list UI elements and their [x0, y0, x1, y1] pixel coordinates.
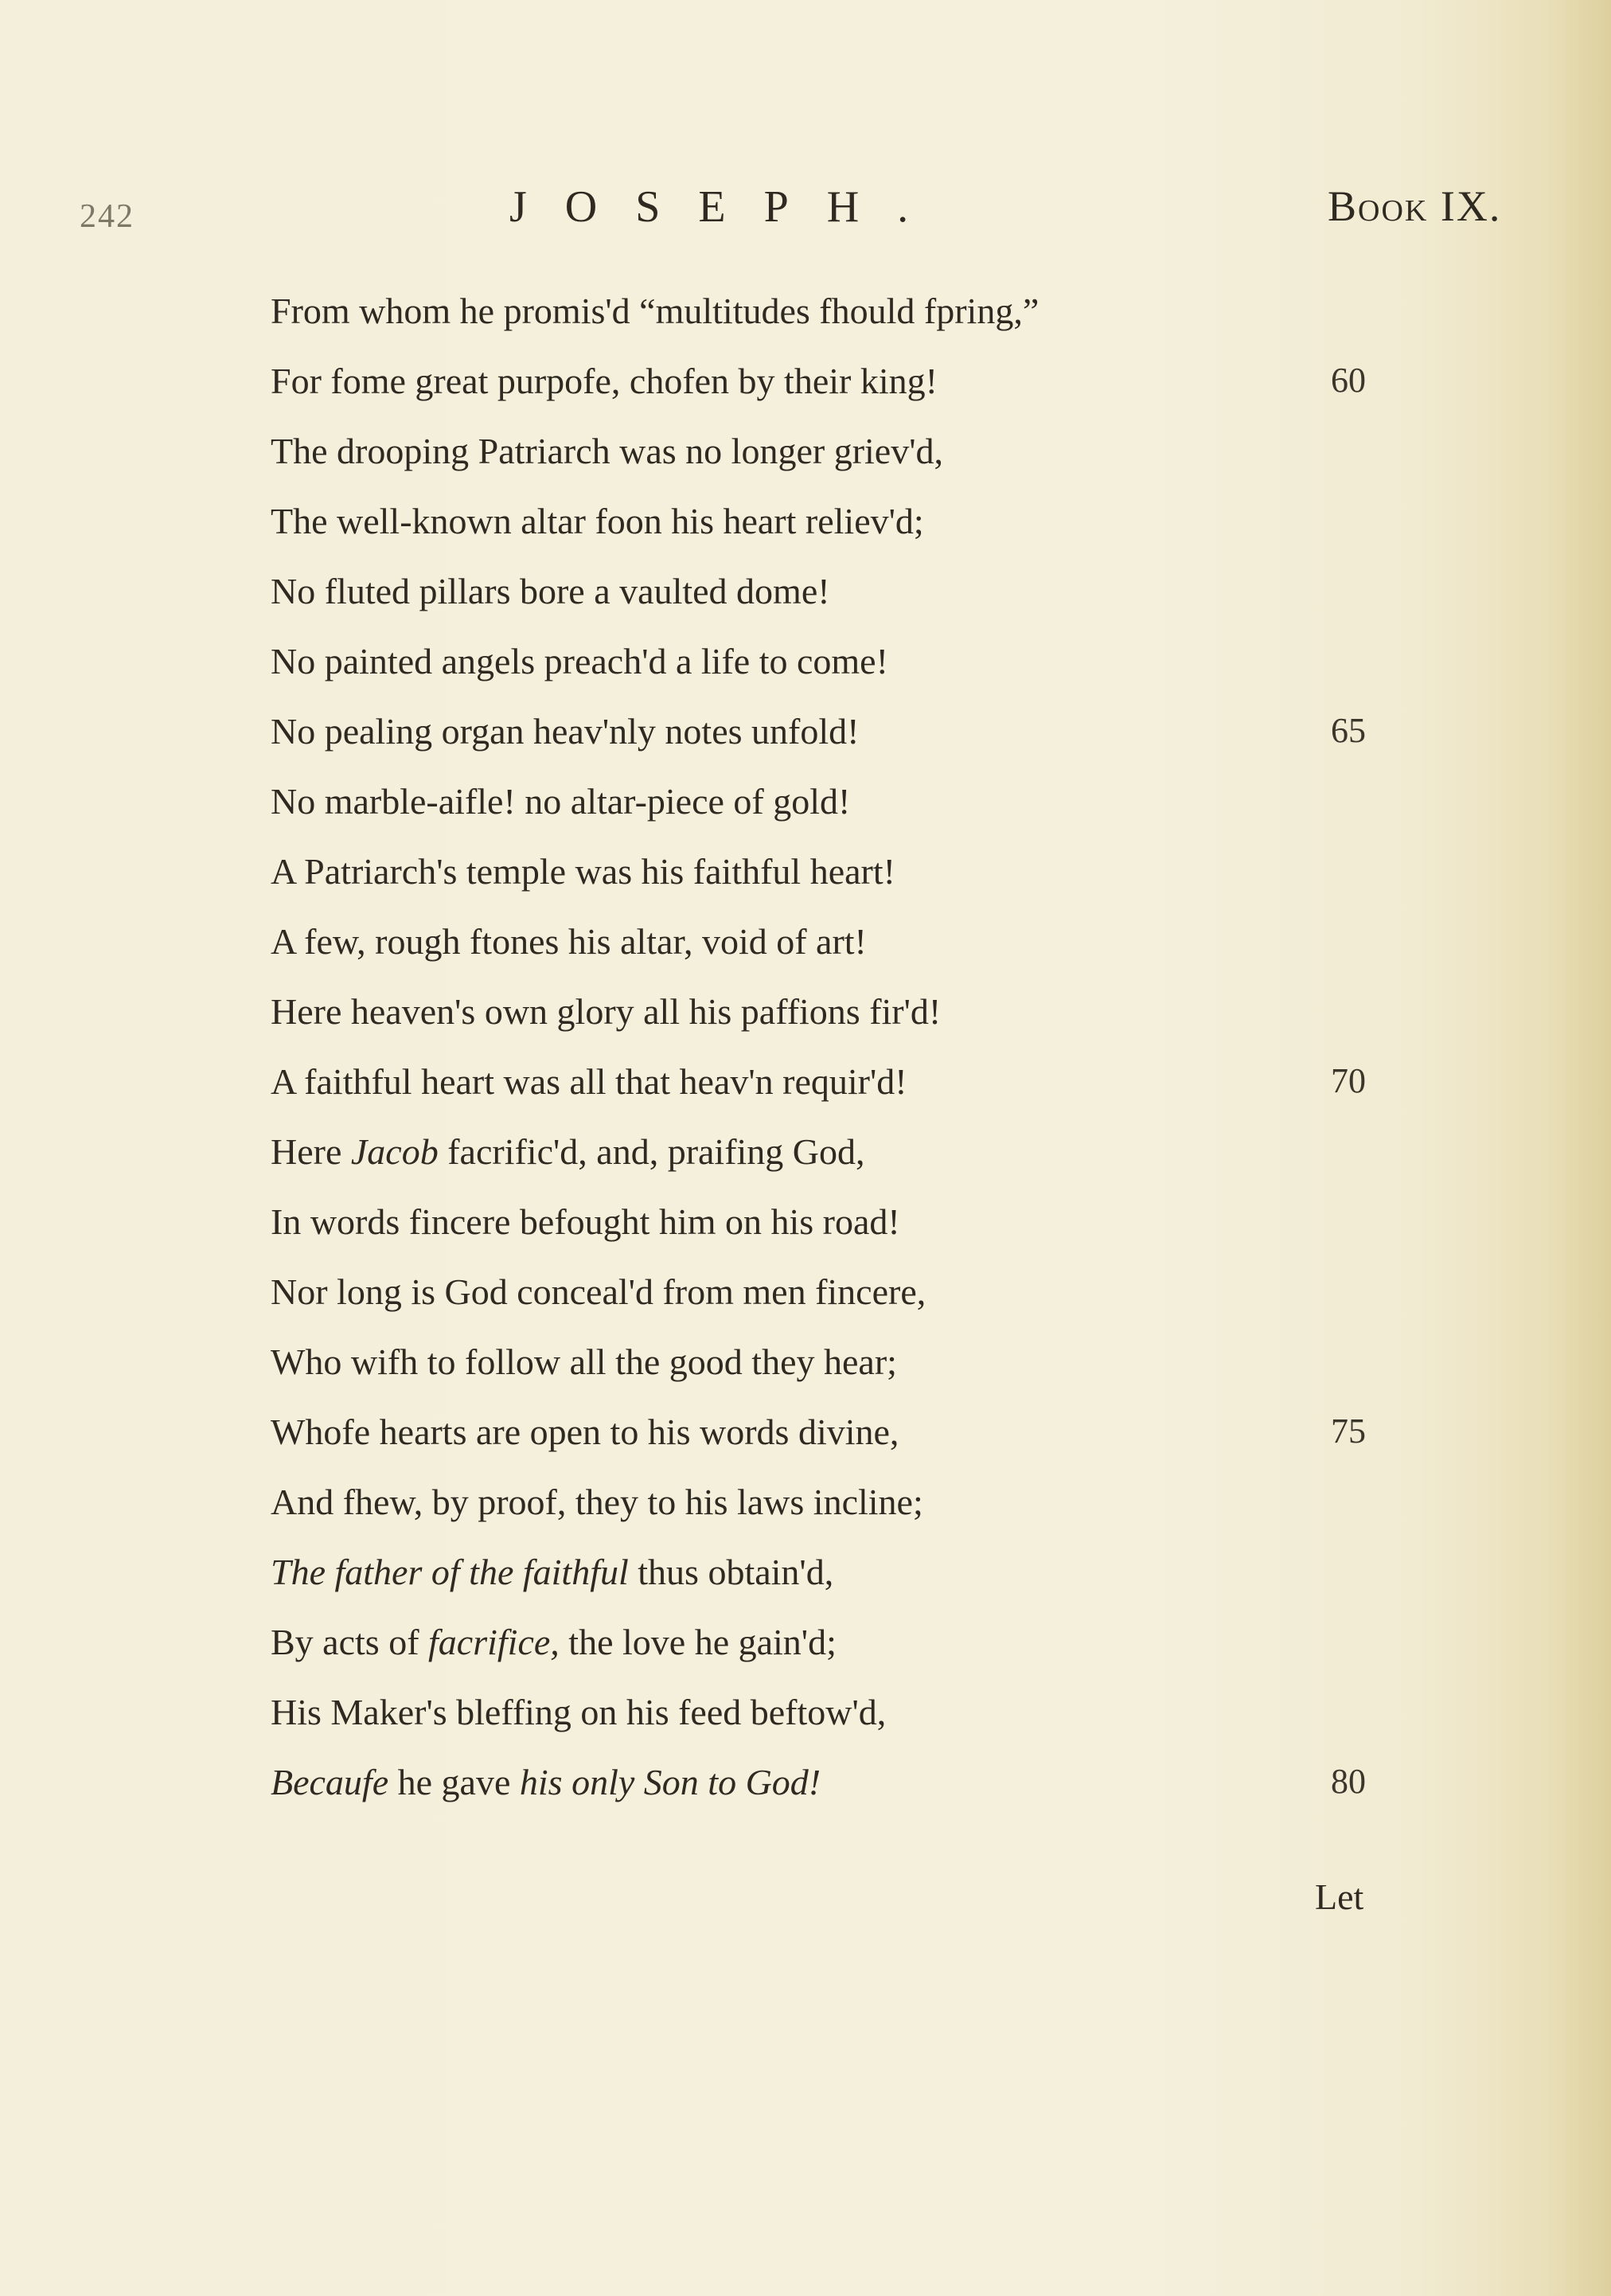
line-number: 75	[1331, 1412, 1366, 1451]
verse-line	[271, 1341, 897, 1382]
verse-text: he gave	[388, 1762, 520, 1802]
verse-line	[271, 713, 859, 750]
verse-text: In words fincere befought him on his road!	[271, 1201, 900, 1242]
verse-line	[271, 1271, 926, 1312]
verse-italic-text: his only Son to God!	[519, 1762, 821, 1802]
book-label: Book IX.	[1328, 182, 1502, 230]
verse-text: For fome great purpofe, chofen by their king!	[271, 361, 938, 401]
verse-line	[271, 363, 938, 400]
verse-text: A few, rough ftones his altar, void of art!	[271, 921, 867, 962]
verse-text: No pealing organ heav'nly notes unfold!	[271, 711, 860, 752]
verse-text: And fhew, by proof, they to his laws incline;	[271, 1482, 923, 1522]
verse-line	[271, 1201, 900, 1242]
verse-text: Here heaven's own glory all his paffions fir'd!	[271, 991, 942, 1032]
verse-text: A Patriarch's temple was his faithful heart!	[271, 851, 895, 892]
verse-line	[271, 783, 850, 820]
verse-line	[271, 1624, 837, 1661]
verse-text: By acts of	[271, 1622, 429, 1662]
verse-text: A faithful heart was all that heav'n requir'd!	[271, 1061, 907, 1102]
verse-line	[271, 433, 943, 470]
verse-line	[271, 923, 867, 960]
verse-line	[271, 1061, 907, 1102]
verse-text: No painted angels preach'd a life to come!	[271, 641, 888, 681]
verse-text: Who wifh to follow all the good they hear;	[271, 1341, 897, 1382]
line-number: 80	[1331, 1762, 1366, 1801]
verse-line	[271, 1131, 865, 1172]
line-number: 60	[1331, 361, 1366, 400]
line-number: 65	[1331, 711, 1366, 750]
verse-text: Here	[271, 1131, 351, 1172]
verse-text: The well-known altar foon his heart reliev'd;	[271, 501, 924, 541]
verse-italic-text: Jacob	[350, 1131, 439, 1172]
verse-line	[271, 293, 1039, 330]
verse-text: No marble-aifle! no altar-piece of gold!	[271, 781, 851, 822]
verse-line	[271, 1694, 886, 1731]
verse-text: From whom he promis'd “multitudes fhould fpring,”	[271, 291, 1040, 331]
verse-line	[271, 1414, 899, 1451]
running-title: JOSEPH.	[509, 182, 947, 232]
verse-line	[271, 853, 895, 890]
verse-line	[271, 991, 942, 1032]
verse-line	[271, 1484, 923, 1521]
verse-text: Whofe hearts are open to his words divine,	[271, 1412, 899, 1452]
verse-italic-text: Becaufe	[271, 1762, 389, 1802]
verse-line	[271, 1554, 833, 1591]
verse-text: His Maker's bleffing on his feed beftow'd,	[271, 1692, 887, 1732]
verse-text: facrific'd, and, praifing God,	[438, 1131, 865, 1172]
page-number: 242	[80, 198, 135, 235]
verse-line	[271, 643, 888, 680]
verse-text: thus obtain'd,	[628, 1552, 834, 1592]
verse-text: No fluted pillars bore a vaulted dome!	[271, 571, 830, 611]
verse-text: The drooping Patriarch was no longer griev'd,	[271, 431, 944, 471]
verse-line	[271, 1764, 821, 1801]
line-number: 70	[1331, 1061, 1366, 1100]
catchword: Let	[1315, 1876, 1364, 1917]
verse-line	[271, 503, 924, 540]
verse-text: the love he gain'd;	[559, 1622, 837, 1662]
verse-italic-text: The father of the faithful	[271, 1552, 629, 1592]
verse-text: Nor long is God conceal'd from men fincere,	[271, 1271, 926, 1312]
verse-line	[271, 573, 830, 610]
verse-italic-text: facrifice,	[428, 1622, 560, 1662]
